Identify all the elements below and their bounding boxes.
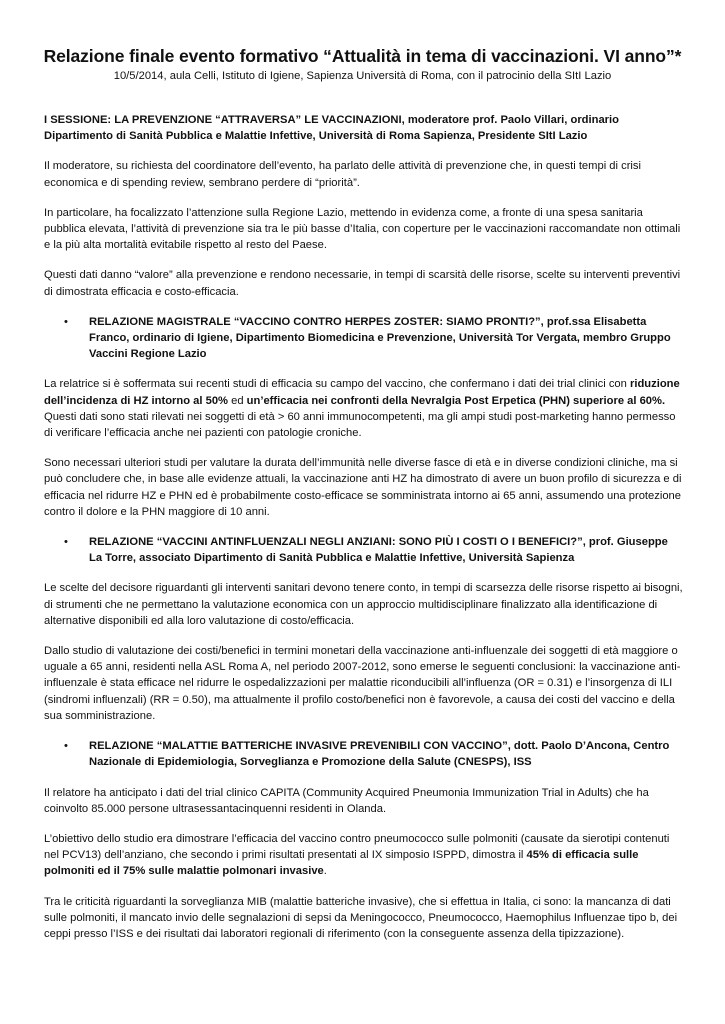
- document-title: Relazione finale evento formativo “Attualità in tema di vaccinazioni. VI anno”*: [43, 46, 682, 66]
- text-run: L’obiettivo dello studio era dimostrare l’efficacia del vaccino contro pneumococco sulle polmoniti (causate da sierotipi contenuti nel PCV13) dell’anziano, che secondo i primi risultati presentati al IX simposio ISPPD, dimostra il: [44, 832, 670, 862]
- paragraph-influenza-decision: Le scelte del decisore riguardanti gli interventi sanitari devono tenere conto, in tempi di scarsezza delle risorse rispetto ai bisogni, di strumenti che ne permettano la valutazione economica con un approccio multidisciplinare finalizzato alla identificazione di alternative disponibili ed alla loro valutazione di costo/efficacia.: [44, 582, 683, 627]
- paragraph-capita-trial: Il relatore ha anticipato i dati del trial clinico CAPITA (Community Acquired Pneumonia Immunization Trial in Adults) che ha coinvolto 85.000 persone ultrasessantacinquenni residenti in Olanda.: [44, 786, 649, 815]
- paragraph-study-objective: [44, 831, 684, 880]
- intro-paragraph-3: Questi dati danno “valore” alla prevenzione e rendono necessarie, in tempi di scarsità delle risorse, scelte su interventi preventivi di dimostrata efficacia e costo-efficacia.: [44, 269, 681, 298]
- section-heading-influenza: [44, 534, 684, 566]
- paragraph-herpes-conclusion: Sono necessari ulteriori studi per valutare la durata dell’immunità nelle diverse fasce di età e in diverse condizioni cliniche, ma si può concludere che, in base alle evidenze attuali, la vaccinazione anti HZ ha dimostrato di avere un buon profilo di sicurezza e di efficacia nel ridurre HZ e PHN ed è probabilmente costo-efficace se somministrata intorno ai 65 anni, assumendo una protezione contro il dolore e la PHN maggiore di 10 anni.: [44, 457, 682, 518]
- paragraph-mib-criticalities: Tra le criticità riguardanti la sorveglianza MIB (malattie batteriche invasive), che si effettua in Italia, ci sono: la mancanza di dati sulle polmoniti, il mancato invio delle segnalazioni di sepsi da Meningococco, Pneumococco, Haemophilus Influenzae tipo b, dei ceppi presso l’ISS e dei risultati dai laboratori regionali di riferimento (con la conseguente assenza della tipizzazione).: [44, 895, 678, 940]
- intro-paragraph-2: In particolare, ha focalizzato l’attenzione sulla Regione Lazio, mettendo in evidenza come, a fronte di una spesa sanitaria pubblica elevata, l’attività di prevenzione sia tra le più basse d’Italia, con coperture per le vaccinazioni raccomandate non ottimali e la più alta mortalità evitabile rispetto al resto del Paese.: [44, 206, 681, 252]
- text-run: ed: [228, 394, 247, 407]
- highlight-text: un’efficacia nei confronti della Nevralgia Post Erpetica (PHN) superiore al 60%.: [246, 394, 666, 407]
- highlight-text: 45% di efficacia sulle polmoniti ed il 75% sulle malattie polmonari invasive: [44, 849, 639, 878]
- session-heading: I SESSIONE: LA PREVENZIONE “ATTRAVERSA” LE VACCINAZIONI, moderatore prof. Paolo Villari, ordinario Dipartimento di Sanità Pubblica e Malattie Infettive, Università di Roma Sapienza, Presidente SItI Lazio: [44, 114, 619, 143]
- document-subtitle: 10/5/2014, aula Celli, Istituto di Igiene, Sapienza Università di Roma, con il patrocinio della SItI Lazio: [113, 70, 612, 82]
- text-run: .: [323, 865, 327, 878]
- intro-paragraph-1: Il moderatore, su richiesta del coordinatore dell’evento, ha parlato delle attività di prevenzione che, in questi tempi di crisi economica e di spending review, sembrano perdere di “priorità”.: [44, 160, 641, 189]
- document-body: [44, 112, 684, 956]
- bullet-icon: •: [64, 315, 68, 328]
- paragraph-influenza-study: Dallo studio di valutazione dei costi/benefici in termini monetari della vaccinazione anti-influenzale dei soggetti di età maggiore o uguale a 65 anni, residenti nella ASL Roma A, nel periodo 2007-2012, sono emerse le seguenti conclusioni: la vaccinazione anti-influenzale è stata efficace nel ridurre le ospedalizzazioni per malattie riconducibili all’influenza (OR = 0.31) e l’insorgenza di ILI (sindromi influenzali) (RR = 0.50), ma attualmente il profilo costo/benefici non è favorevole, a causa dei costi del vaccino e della sua somministrazione.: [44, 645, 681, 722]
- section-heading-text: RELAZIONE “VACCINI ANTINFLUENZALI NEGLI ANZIANI: SONO PIÙ I COSTI O I BENEFICI?”, prof. Giuseppe La Torre, associato Dipartimento di Sanità Pubblica e Malattie Infettive, Università Sapienza: [89, 536, 668, 565]
- section-heading-text: RELAZIONE MAGISTRALE “VACCINO CONTRO HERPES ZOSTER: SIAMO PRONTI?”, prof.ssa Elisabetta Franco, ordinario di Igiene, Dipartimento Biomedicina e Prevenzione, Università Tor Vergata, membro Gruppo Vaccini Regione Lazio: [89, 315, 671, 361]
- section-heading-herpes-zoster: [44, 314, 684, 363]
- text-run: La relatrice si è soffermata sui recenti studi di efficacia su campo del vaccino, che confermano i dati dei trial clinici con: [44, 378, 630, 391]
- section-heading-text: RELAZIONE “MALATTIE BATTERICHE INVASIVE PREVENIBILI CON VACCINO”, dott. Paolo D’Ancona, Centro Nazionale di Epidemiologia, Sorveglianza e Promozione della Salute (CNESPS), ISS: [89, 740, 670, 769]
- text-run: Questi dati sono stati rilevati nei soggetti di età > 60 anni immunocompetenti, ma gli ampi studi post-marketing hanno permesso di verificare l’efficacia anche nei pazienti con patologie croniche.: [44, 410, 676, 440]
- section-heading-bacterial-diseases: [44, 738, 684, 770]
- highlight-text: riduzione dell’incidenza di HZ intorno al 50%: [44, 378, 680, 407]
- bullet-icon: •: [64, 536, 68, 549]
- paragraph-herpes-efficacy: [44, 376, 684, 441]
- bullet-icon: •: [64, 740, 68, 753]
